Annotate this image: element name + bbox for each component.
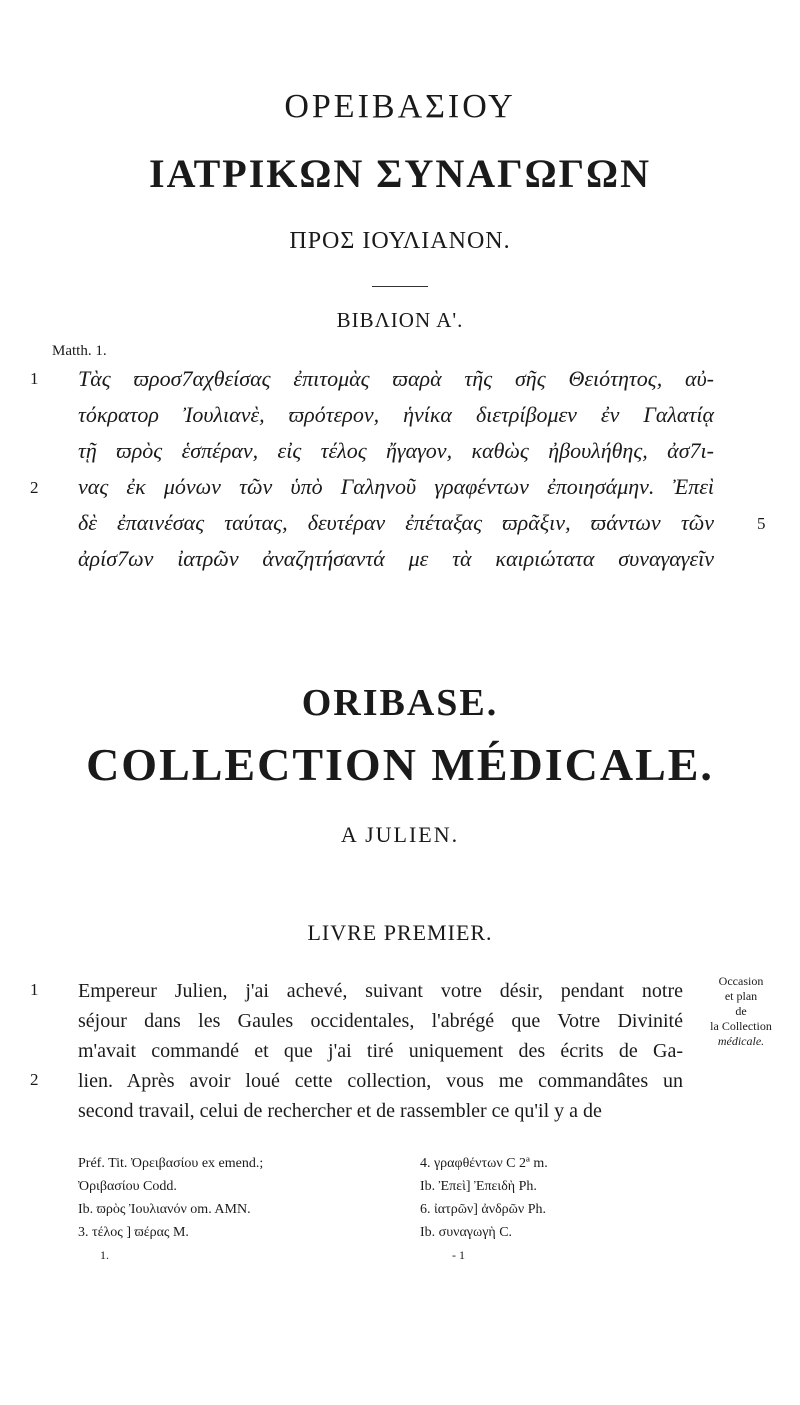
greek-text-line: τῇ ϖρὸς ἑσπέραν, εἰς τέλος ἤγαγον, καθὼς ἠβουλήθης, ἀσ7ι- (78, 438, 714, 463)
reference-label: Matth. 1. (52, 343, 107, 359)
french-text-line: séjour dans les Gaules occidentales, l'abrégé que Votre Divinité (78, 1010, 683, 1032)
greek-subtitle: ΠΡΟΣ ΙΟΥΛΙΑΝΟΝ. (289, 228, 511, 254)
greek-paragraph-number: 1 (30, 369, 39, 388)
french-paragraph-number: 2 (30, 1070, 39, 1089)
french-dedication: A JULIEN. (340, 822, 460, 847)
greek-author-heading: ΟΡΕΙΒΑΣΙΟΥ (284, 88, 516, 125)
greek-title-heading: ΙΑΤΡΙΚΩΝ ΣΥΝΑΓΩΓΩΝ (149, 151, 651, 196)
divider-rule (372, 286, 428, 287)
greek-text-line: τόκρατορ Ἰουλιανὲ, ϖρότερον, ἡνίκα διετρίβομεν ἐν Γαλατίᾳ (78, 402, 714, 427)
greek-paragraph-number: 2 (30, 478, 39, 497)
french-text-line: m'avait commandé et que j'ai tiré uniquement des écrits de Ga- (78, 1040, 683, 1062)
greek-line-number: 5 (757, 514, 766, 533)
greek-book-heading: ΒΙΒΛΙΟΝ Α'. (336, 308, 464, 332)
critical-note: 4. γραφθέντων C 2ª m. (420, 1156, 548, 1171)
critical-note: Préf. Tit. Ὀρειβασίου ex emend.; (78, 1156, 264, 1171)
margin-note (686, 974, 796, 1049)
margin-note-line: Occasion (718, 974, 764, 988)
greek-text-line: ἀρίσ7ων ἰατρῶν ἀναζητήσαντά με τὰ καιριώτατα συναγαγεῖν (78, 546, 714, 571)
greek-text-line: νας ἐκ μόνων τῶν ὑπὸ Γαληνοῦ γραφέντων ἐποιησάμην. Ἐπεὶ (78, 474, 714, 499)
french-author-heading: ORIBASE. (301, 682, 499, 724)
critical-note: Ib. Ἐπεὶ] Ἐπειδὴ Ph. (420, 1179, 537, 1194)
signature-mark: 1. (100, 1248, 109, 1262)
french-text-line: second travail, celui de rechercher et de rassembler ce qu'il y a de (78, 1100, 602, 1122)
critical-note: 3. τέλος ] ϖέρας M. (78, 1225, 189, 1240)
critical-note: Ib. ϖρὸς Ἰουλιανόν om. AMN. (78, 1202, 251, 1217)
french-text-line: Empereur Julien, j'ai achevé, suivant votre désir, pendant notre (78, 980, 683, 1002)
critical-note: 6. ἰατρῶν] ἀνδρῶν Ph. (420, 1202, 546, 1217)
french-paragraph-number: 1 (30, 980, 39, 999)
margin-note-line: médicale. (717, 1034, 765, 1048)
french-text-line: lien. Après avoir loué cette collection, vous me commandâtes un (78, 1070, 683, 1092)
greek-text-line: δὲ ἐπαινέσας ταύτας, δευτέραν ἐπέταξας ϖρᾶξιν, ϖάντων τῶν (78, 510, 714, 535)
margin-note-line: de (735, 1004, 747, 1018)
signature-mark: - 1 (452, 1248, 465, 1262)
greek-text-line: Τὰς ϖροσ7αχθείσας ἐπιτομὰς ϖαρὰ τῆς σῆς Θειότητος, αὐ- (78, 366, 714, 391)
critical-note: Ib. συναγωγὴ C. (420, 1225, 513, 1240)
french-book-heading: LIVRE PREMIER. (307, 920, 493, 945)
margin-note-line: et plan (724, 989, 758, 1003)
critical-note: Ὀριβασίου Codd. (78, 1179, 177, 1194)
margin-note-line: la Collection (710, 1019, 772, 1033)
french-title-heading: COLLECTION MÉDICALE. (86, 739, 714, 790)
